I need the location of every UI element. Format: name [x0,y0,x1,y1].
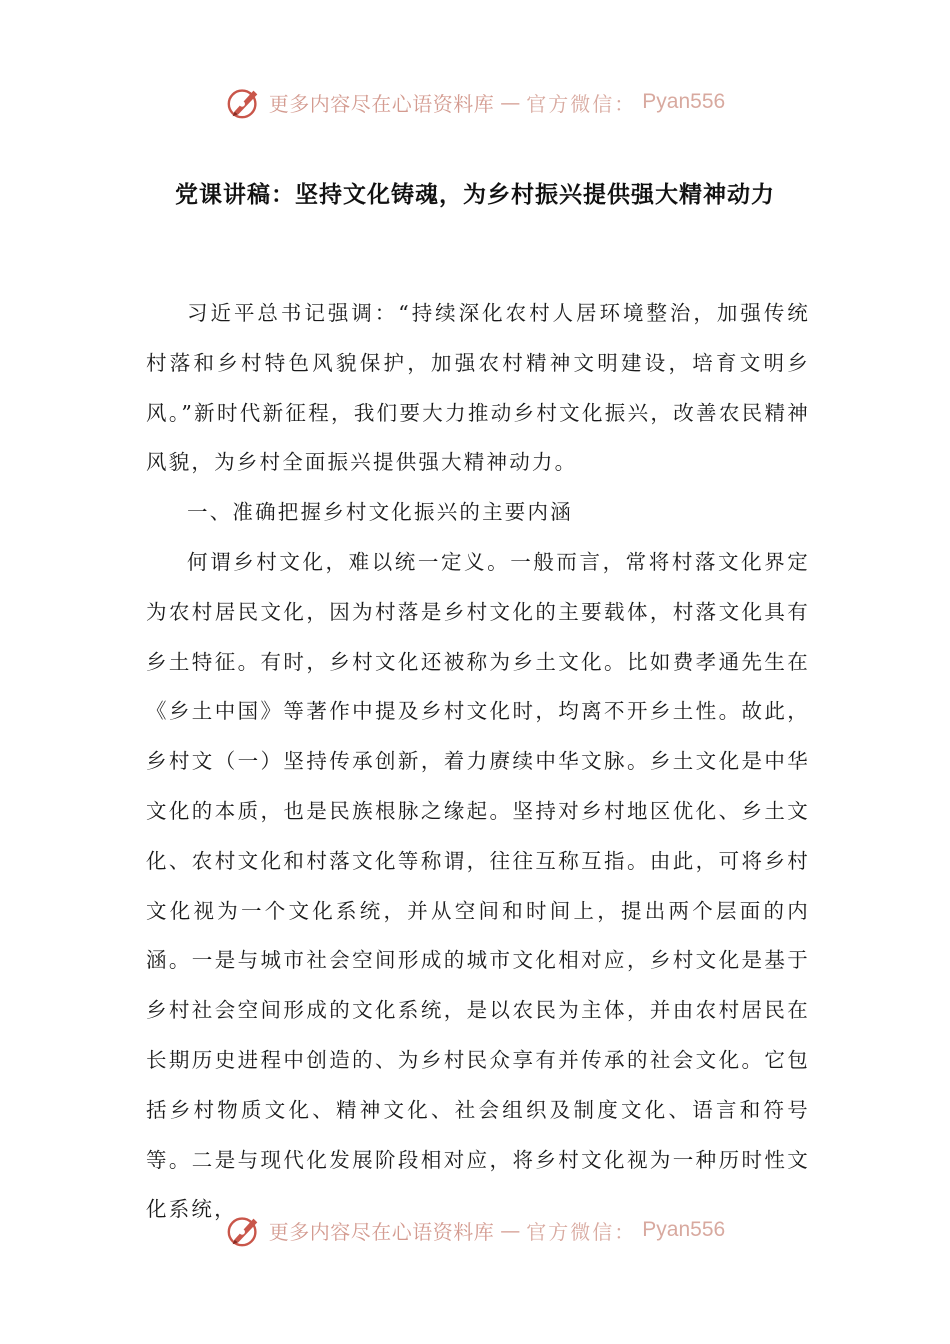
watermark-header [0,80,950,124]
watermark-brand-text: 更多内容尽在心语资料库 [268,1219,495,1244]
watermark-brand-text: 更多内容尽在心语资料库 [268,91,495,116]
pen-logo-icon [225,83,263,121]
watermark-separator: — [500,90,521,114]
watermark-wechat-label: 官方微信： [526,1219,637,1244]
section-heading-1: 一、准确把握乡村文化振兴的主要内涵 [187,500,573,525]
pen-logo-icon [225,1211,263,1249]
watermark-footer [0,1208,950,1252]
watermark-wechat-label: 官方微信： [526,91,637,116]
document-body [146,289,810,1235]
watermark-wechat-id: Pyan556 [642,90,726,113]
paragraph-intro: 习近平总书记强调：“持续深化农村人居环境整治，加强传统村落和乡村特色风貌保护，加强农村精神文明建设，培育文明乡风。”新时代新征程，我们要大力推动乡村文化振兴，改善农民精神风貌，为乡村全面振兴提供强大精神动力。 [146,301,810,475]
watermark-wechat-id: Pyan556 [642,1218,726,1241]
paragraph-definition: 何谓乡村文化，难以统一定义。一般而言，常将村落文化界定为农村居民文化，因为村落是乡村文化的主要载体，村落文化具有乡土特征。有时，乡村文化还被称为乡土文化。比如费孝通先生在《乡土中国》等著作中提及乡村文化时，均离不开乡土性。故此，乡村文（一）坚持传承创新，着力赓续中华文脉。乡土文化是中华文化的本质，也是民族根脉之缘起。坚持对乡村地区优化、乡土文化、农村文化和村落文化等称谓，往往互称互指。由此，可将乡村文化视为一个文化系统，并从空间和时间上，提出两个层面的内涵。一是与城市社会空间形成的城市文化相对应，乡村文化是基于乡村社会空间形成的文化系统，是以农民为主体，并由农村居民在长期历史进程中创造的、为乡村民众享有并传承的社会文化。它包括乡村物质文化、精神文化、社会组织及制度文化、语言和符号等。二是与现代化发展阶段相对应，将乡村文化视为一种历时性文化系统， [146,549,810,1222]
document-title: 党课讲稿：坚持文化铸魂，为乡村振兴提供强大精神动力 [175,182,775,208]
watermark-separator: — [500,1218,521,1242]
